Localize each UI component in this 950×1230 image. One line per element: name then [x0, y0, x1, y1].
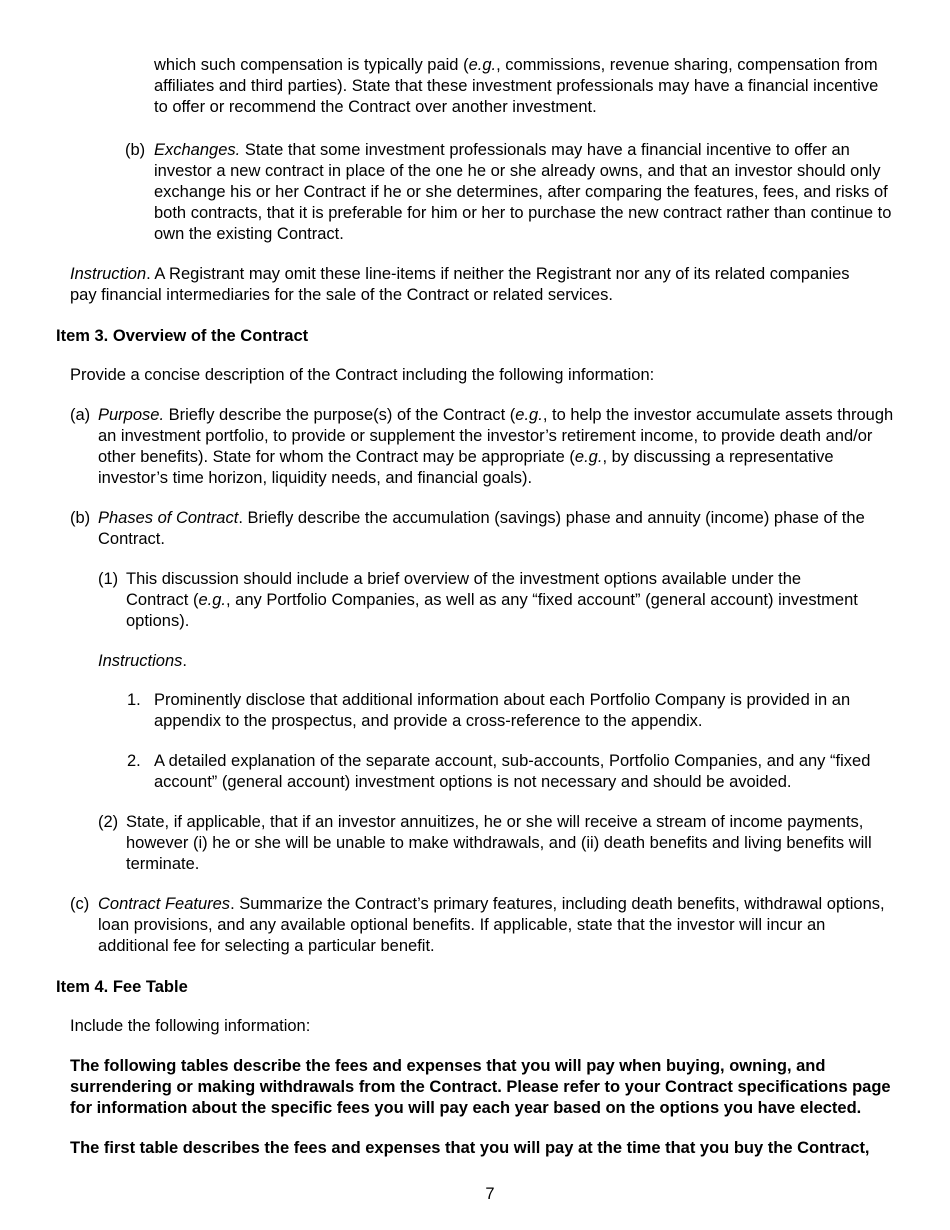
- instructions-heading: Instructions.: [98, 652, 187, 670]
- item3-heading: Item 3. Overview of the Contract: [56, 327, 309, 345]
- phases-paragraph: Phases of Contract. Briefly describe the accumulation (savings) phase and annuity (income) phase of the Contract.: [98, 509, 865, 548]
- numbered-2-paragraph: A detailed explanation of the separate account, sub-accounts, Portfolio Companies, and any “fixed account” (general account) investment options is not necessary and should be avoided.: [154, 752, 871, 791]
- subitem-2-label: (2): [98, 813, 119, 831]
- first-table-intro-bold: The first table describes the fees and expenses that you will pay at the time that you buy the Contract,: [70, 1139, 870, 1157]
- features-label: (c): [70, 895, 90, 913]
- numbered-2-label: 2.: [127, 752, 141, 770]
- subitem-1-paragraph: This discussion should include a brief overview of the investment options available under the Contract (e.g., any Portfolio Companies, as well as any “fixed account” (general account) investment options).: [126, 570, 858, 630]
- continuation-paragraph: which such compensation is typically paid (e.g., commissions, revenue sharing, compensation from affiliates and third parties). State that these investment professionals may have a financial incentive to offer or recommend the Contract over another investment.: [154, 56, 879, 116]
- subitem-1-label: (1): [98, 570, 119, 588]
- purpose-label: (a): [70, 406, 91, 424]
- phases-label: (b): [70, 509, 91, 527]
- page-number: 7: [485, 1185, 495, 1203]
- subitem-2-paragraph: State, if applicable, that if an investor annuitizes, he or she will receive a stream of income payments, however (i) he or she will be unable to make withdrawals, and (ii) death benefits and living benefits will terminate.: [126, 813, 872, 873]
- numbered-1-paragraph: Prominently disclose that additional information about each Portfolio Company is provided in an appendix to the prospectus, and provide a cross-reference to the appendix.: [154, 691, 851, 730]
- instruction-paragraph: Instruction. A Registrant may omit these line-items if neither the Registrant nor any of its related companies pay financial intermediaries for the sale of the Contract or related services.: [70, 265, 850, 304]
- item4-intro: Include the following information:: [70, 1017, 311, 1035]
- features-paragraph: Contract Features. Summarize the Contract’s primary features, including death benefits, withdrawal options, loan provisions, and any available optional benefits. If applicable, state that the investor will incur an additional fee for selecting a particular benefit.: [98, 895, 885, 955]
- item3-intro: Provide a concise description of the Contract including the following information:: [70, 366, 655, 384]
- exchanges-label: (b): [125, 141, 146, 159]
- fee-table-intro-bold: The following tables describe the fees and expenses that you will pay when buying, owning, and surrendering or making withdrawals from the Contract. Please refer to your Contract specifications page for information about the specific fees you will pay each year based on the options you have elected.: [70, 1057, 891, 1117]
- numbered-1-label: 1.: [127, 691, 141, 709]
- exchanges-paragraph: Exchanges. State that some investment professionals may have a financial incentive to offer an investor a new contract in place of the one he or she already owns, and that an investor should only exchange his or her Contract if he or she determines, after comparing the features, fees, and risks of both contracts, that it is preferable for him or her to purchase the new contract rather than continue to own the existing Contract.: [154, 141, 892, 243]
- purpose-paragraph: Purpose. Briefly describe the purpose(s) of the Contract (e.g., to help the investor accumulate assets through an investment portfolio, to provide or supplement the investor’s retirement income, to provide death and/or other benefits). State for whom the Contract may be appropriate (e.g., by discussing a representative investor’s time horizon, liquidity needs, and financial goals).: [98, 406, 894, 487]
- item4-heading: Item 4. Fee Table: [56, 978, 188, 996]
